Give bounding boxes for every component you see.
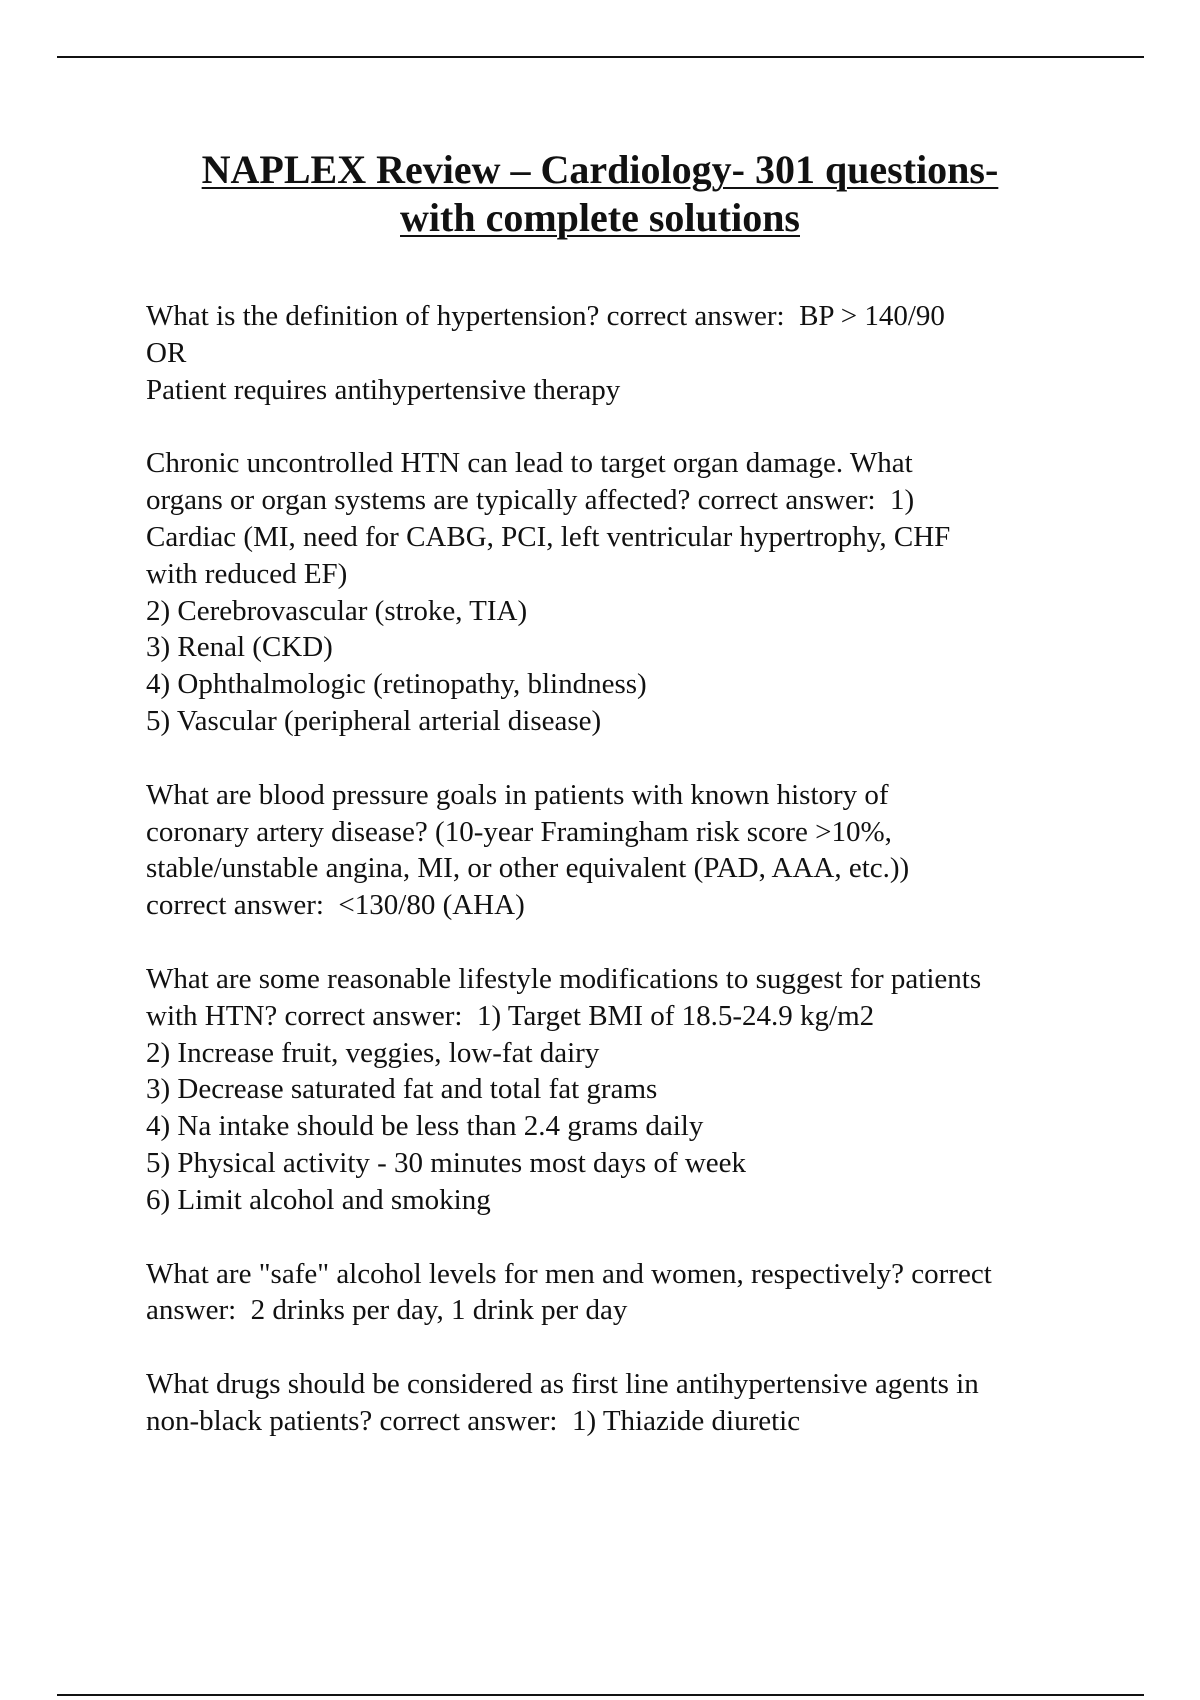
qa-item-lifestyle-modifications [146,961,1096,1219]
qa-list [146,298,1096,1477]
qa-line: correct answer: <130/80 (AHA) [146,889,525,922]
qa-line: 2) Cerebrovascular (stroke, TIA) [146,594,528,627]
bottom-divider [57,1694,1144,1696]
qa-item-safe-alcohol-levels [146,1256,1096,1330]
qa-item-first-line-agents [146,1366,1096,1440]
qa-line: Chronic uncontrolled HTN can lead to target organ damage. What [146,447,913,480]
qa-item-bp-goals [146,777,1096,924]
qa-line: 5) Vascular (peripheral arterial disease) [146,704,602,737]
qa-line: 6) Limit alcohol and smoking [146,1183,491,1216]
qa-line: What are blood pressure goals in patients with known history of [146,778,889,811]
qa-line: coronary artery disease? (10-year Framingham risk score >10%, [146,815,892,848]
qa-line: What are "safe" alcohol levels for men and women, respectively? correct [146,1257,992,1290]
qa-line: non-black patients? correct answer: 1) Thiazide diuretic [146,1404,801,1437]
qa-line: stable/unstable angina, MI, or other equivalent (PAD, AAA, etc.)) [146,852,910,885]
qa-line: What are some reasonable lifestyle modifications to suggest for patients [146,962,982,995]
qa-line: with reduced EF) [146,557,348,590]
qa-line: What is the definition of hypertension? correct answer: BP > 140/90 [146,300,945,332]
qa-line: organs or organ systems are typically affected? correct answer: 1) [146,484,915,517]
qa-line: What drugs should be considered as first line antihypertensive agents in [146,1368,979,1401]
qa-line: 4) Ophthalmologic (retinopathy, blindness) [146,668,647,701]
qa-line: 5) Physical activity - 30 minutes most days of week [146,1146,747,1179]
qa-line: Patient requires antihypertensive therapy [146,373,621,406]
title-line-2: with complete solutions [400,195,800,240]
qa-item-hypertension-definition [146,298,1096,408]
qa-line: Cardiac (MI, need for CABG, PCI, left ventricular hypertrophy, CHF [146,520,951,553]
title-line-1: NAPLEX Review – Cardiology- 301 questions- [201,147,999,192]
qa-line: 3) Renal (CKD) [146,631,333,664]
document-title [100,146,1100,242]
top-divider [57,56,1144,58]
qa-line: 4) Na intake should be less than 2.4 grams daily [146,1110,704,1143]
qa-line: 3) Decrease saturated fat and total fat grams [146,1073,658,1106]
qa-line: with HTN? correct answer: 1) Target BMI of 18.5-24.9 kg/m2 [146,999,875,1032]
qa-item-target-organ-damage [146,445,1096,739]
qa-line: 2) Increase fruit, veggies, low-fat dairy [146,1036,600,1069]
qa-line: OR [146,336,187,369]
qa-line: answer: 2 drinks per day, 1 drink per day [146,1294,628,1327]
